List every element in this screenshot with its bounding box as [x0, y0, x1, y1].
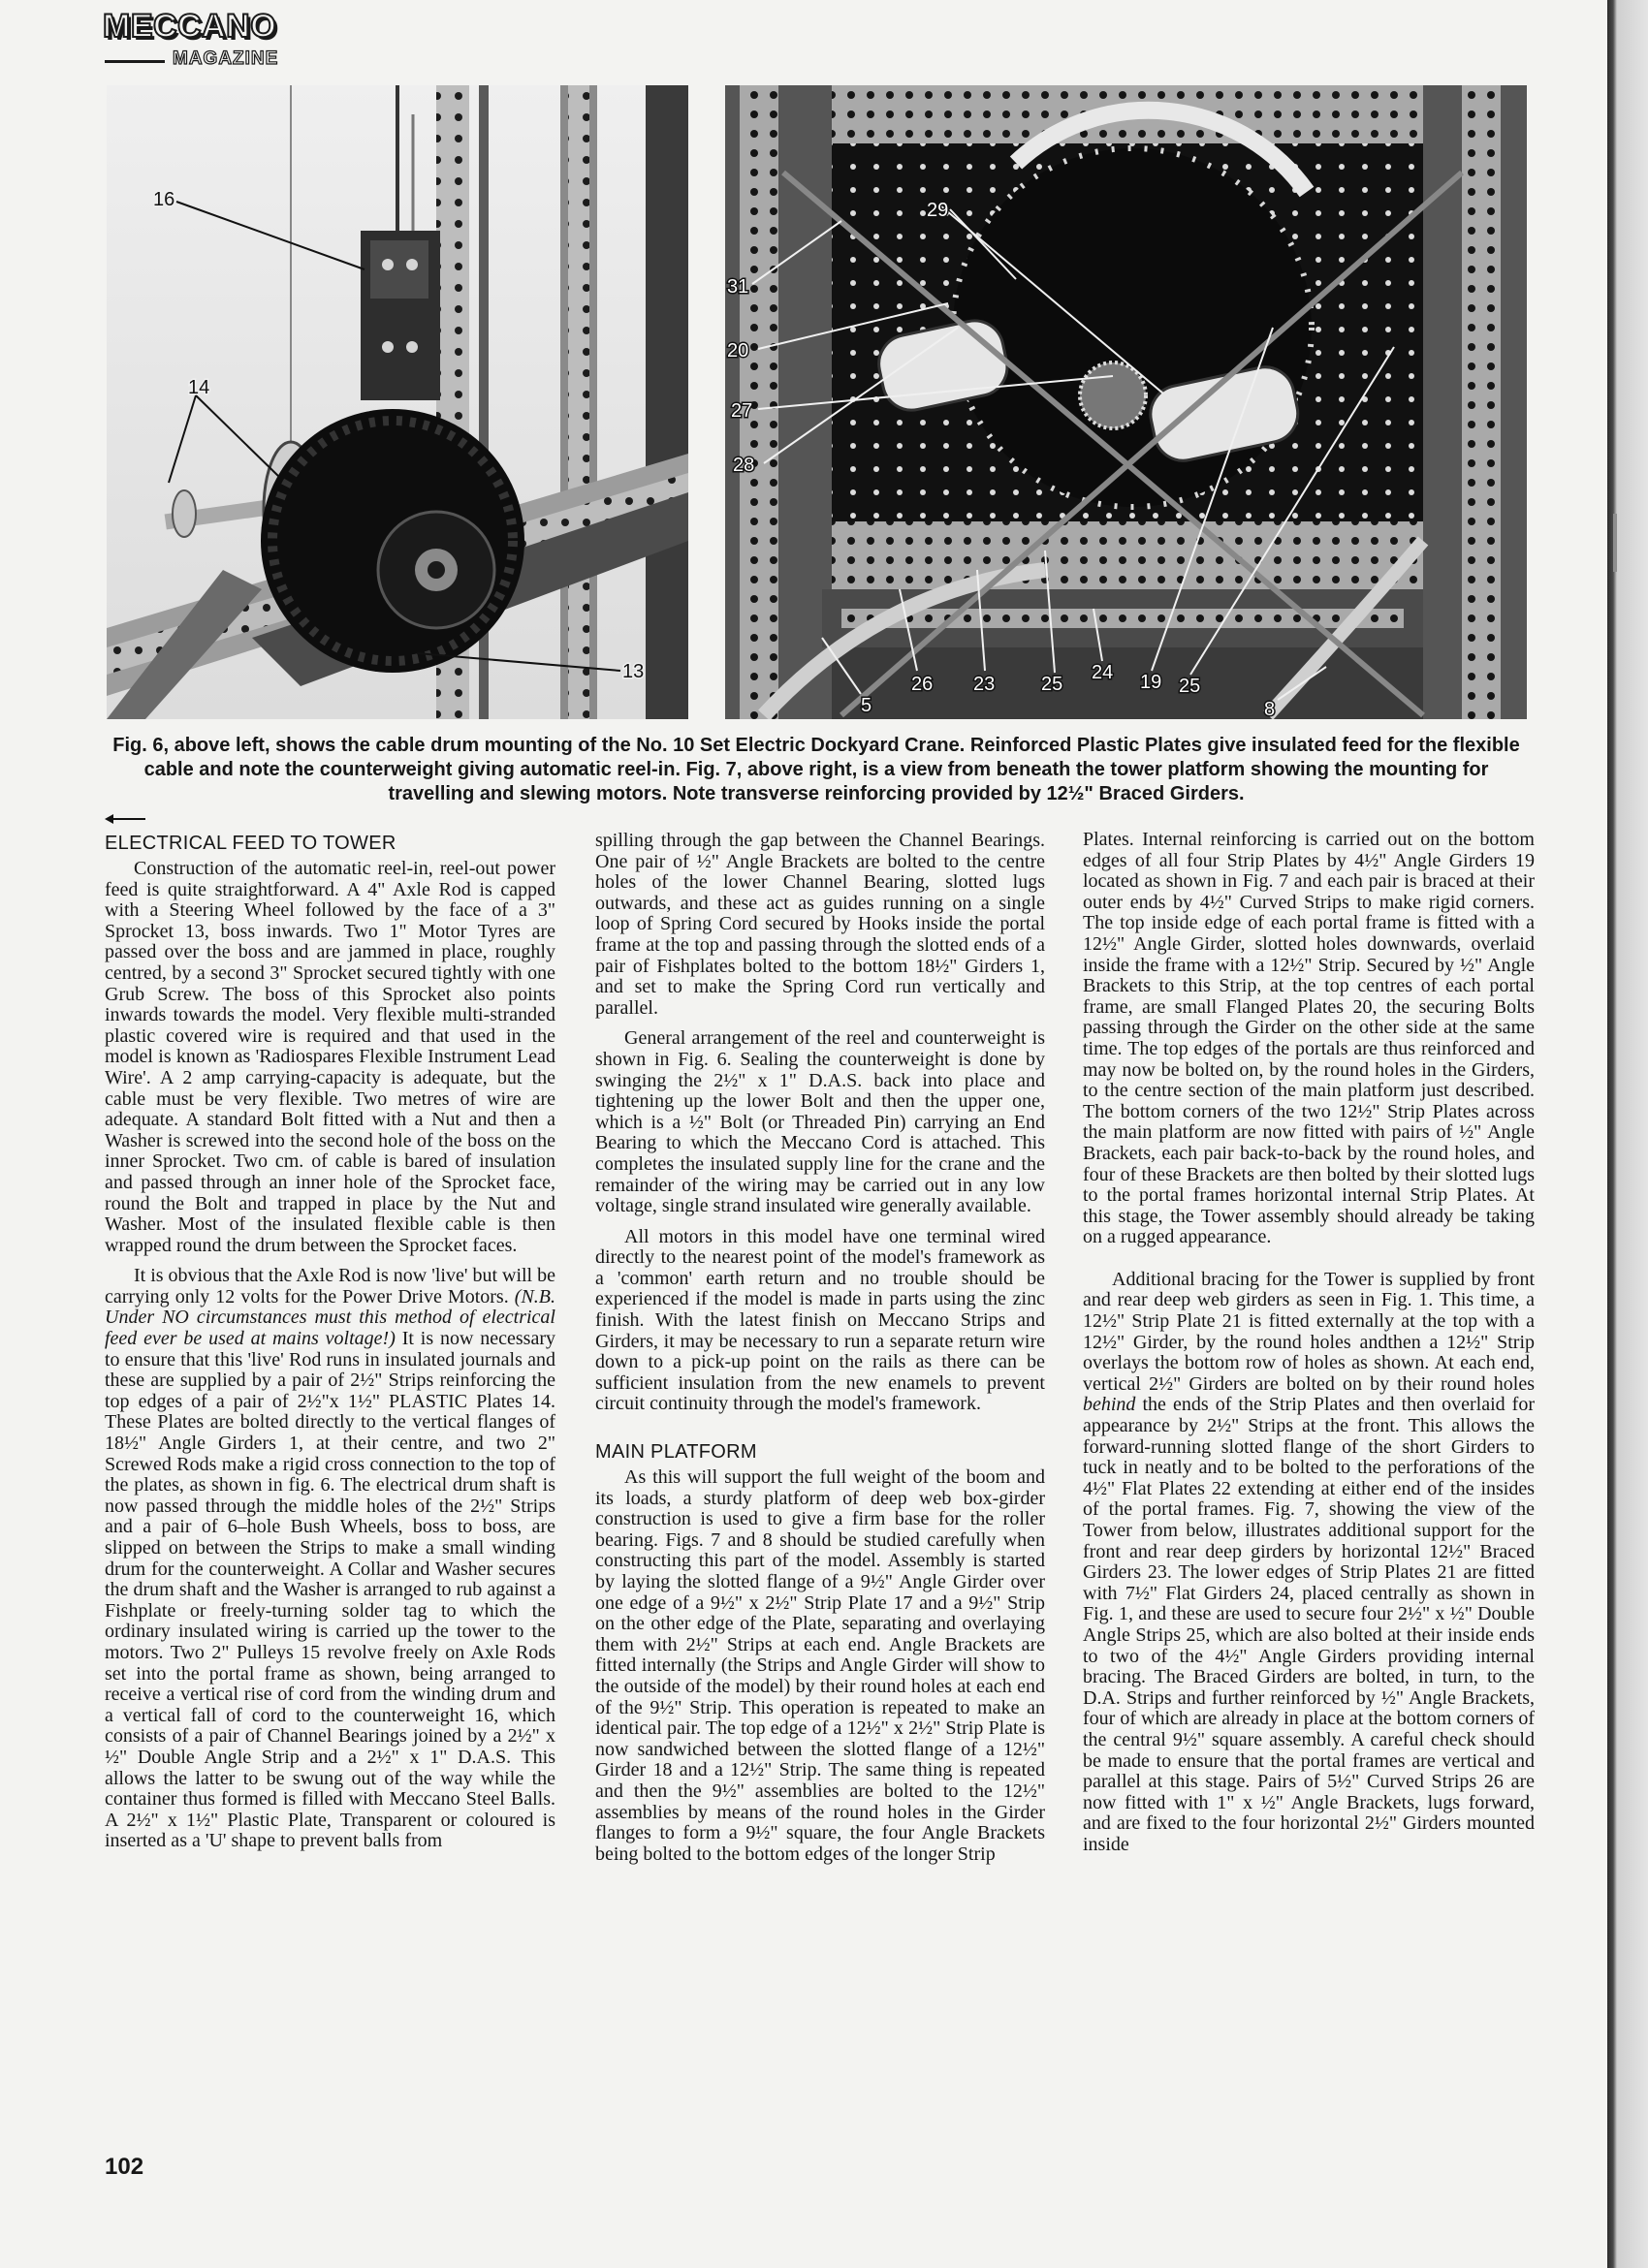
- masthead-subtitle: MAGAZINE: [173, 48, 279, 69]
- masthead-title: MECCANO: [103, 8, 277, 45]
- figure-6-illustration: [107, 85, 688, 719]
- fig7-callout-8: 8: [1264, 699, 1276, 719]
- fig7-callout-23: 23: [973, 674, 996, 695]
- fig7-callout-27: 27: [731, 400, 753, 422]
- fig7-callout-31: 31: [727, 276, 749, 298]
- fig7-callout-29: 29: [927, 200, 949, 221]
- figure-7-illustration: [725, 85, 1527, 719]
- fig7-callout-24: 24: [1092, 662, 1114, 683]
- fig6-callout-13: 13: [622, 661, 645, 682]
- fig7-callout-26: 26: [911, 674, 934, 695]
- paragraph-electrical-2-start: It is obvious that the Axle Rod is now 'live' but will be carrying only 12 volts for the Power Drive Motors.: [105, 1265, 555, 1307]
- masthead-rule: [105, 60, 165, 63]
- fig6-callout-14: 14: [188, 377, 210, 398]
- page-number: 102: [105, 2154, 144, 2180]
- paragraph-electrical-3: spilling through the gap between the Channel Bearings. One pair of ½" Angle Brackets are bolted to the centre holes of the lower Channel Bearing, slotted lugs outwards, and these act as guides running on a single loop of Spring Cord secured by Hooks inside the portal frame at the top and passing through the slotted ends of a pair of Fishplates bolted to the bottom 18½" Girders 1, and set to make the Spring Cord run vertically and parallel.: [595, 830, 1045, 1019]
- paragraph-platform-3: [1083, 1270, 1535, 1856]
- figure-caption: Fig. 6, above left, shows the cable drum mounting of the No. 10 Set Electric Dockyard Crane. Reinforced Plastic Plates give insulated feed for the flexible cable and note the counterweight giving automatic reel-in. Fig. 7, above right, is a view from beneath the tower platform showing the mounting for travelling and slewing motors. Note transverse reinforcing provided by 12½" Braced Girders.: [112, 735, 1520, 804]
- mains-voltage-warning: (N.B. Under NO circumstances must this method of electrical feed ever be used at mains voltage!): [105, 1285, 555, 1350]
- left-arrow-icon: [105, 812, 145, 826]
- text-column-1: [105, 832, 555, 1862]
- paragraph-electrical-1: Construction of the automatic reel-in, reel-out power feed is quite straightforward. A 4" Axle Rod is capped with a Steering Wheel followed by the face of a 3" Sprocket 13, boss inwards. Two 1" Motor Tyres are passed over the boss and are jammed in place, roughly centred, by a second 3" Sprocket secured tightly with one Grub Screw. The boss of this Sprocket also points inwards towards the model. Very flexible multi-stranded plastic covered wire is required and that used in the model is known as 'Radiospares Flexible Instrument Lead Wire'. A 2 amp carrying-capacity is adequate, but the cable must be very flexible. Two metres of wire are adequate. A standard Bolt fitted with a Nut and then a Washer is screwed into the second hole of the boss on the inner Sprocket. Two cm. of cable is bared of insulation and passed through an inner hole of the Sprocket face, round the Bolt and trapped in place by the Nut and Washer. Most of the insulated flexible cable is then wrapped round the drum between the Sprocket faces.: [105, 858, 555, 1256]
- page-binding-edge: [1607, 0, 1648, 2268]
- paragraph-platform-1: As this will support the full weight of the boom and its loads, a sturdy platform of deep web box-girder construction is used to give a firm base for the roller bearing. Figs. 7 and 8 should be studied carefully when constructing this part of the model. Assembly is started by laying the slotted flange of a 9½" Angle Girder over one edge of a 9½" x 2½" Strip Plate 17 and a 9½" Strip on the other edge of the Plate, separating and overlaying them with 2½" Strips at each end. Angle Brackets are fitted internally (the Strips and Angle Girder will show to the outside of the model) by their round holes at each end of the 9½" Strip. This operation is repeated to make an identical pair. The top edge of a 12½" x 2½" Strip Plate is now sandwiched between the slotted flange of a 12½" Girder 18 and a 12½" Strip. The same thing is repeated and then the 9½" assemblies are bolted to the 12½" assemblies by means of the round holes in the Girder flanges to form a 9½" square, the four Angle Brackets being bolted to the bottom edges of the longer Strip: [595, 1466, 1045, 1865]
- fig7-callout-5: 5: [861, 695, 872, 716]
- section-heading-main-platform: MAIN PLATFORM: [595, 1441, 757, 1464]
- section-heading-electrical-feed: ELECTRICAL FEED TO TOWER: [105, 833, 396, 854]
- text-column-2: [595, 831, 1045, 1874]
- fig7-callout-28: 28: [733, 455, 755, 476]
- paragraph-platform-3-start: Additional bracing for the Tower is supplied by front and rear deep web girders as seen in Fig. 1. This time, a 12½" Strip Plate 21 is fitted externally at the top with a 12½" Girder, by the round holes andthen a 12½" Strip overlays the bottom row of holes as shown. At each end, vertical 2½" Girders are bolted on by their round holes: [1083, 1268, 1535, 1395]
- text-column-3: [1083, 830, 1535, 1866]
- fig7-callout-25b: 25: [1179, 676, 1201, 697]
- figure-6-photo: [107, 85, 688, 719]
- paragraph-platform-3-end: the ends of the Strip Plates and then overlaid for appearance by 2½" Strips at the front. This allows the forward-running slotted flange of the short Girders to tuck in neatly and to be bolted to the perforations of the 4½" Flat Plates 22 extending at either end of the insides of the portal frames. Fig. 7, showing the view of the Tower from below, illustrates additional support for the front and rear deep girders by horizontal 12½" Braced Girders 23. The lower edges of Strip Plates 21 are fitted with 7½" Flat Girders 24, placed centrally as shown in Fig. 1, and these are used to secure four 2½" x ½" Double Angle Strips 25, which are also bolted at their inside ends to two of the 4½" Angle Girders providing internal bracing. The Braced Girders are bolted, in turn, to the D.A. Strips and further reinforced by ½" Angle Brackets, four of which are already in place at the bottom corners of the central 9½" square assembly. A careful check should be made to ensure that the portal frames are vertical and parallel at this stage. Pairs of 5½" Curved Strips 26 are now fitted with 1" x ½" Angle Brackets, lugs forward, and are fixed to the four horizontal 2½" Girders mounted inside: [1083, 1394, 1535, 1855]
- edge-mark: [1613, 514, 1617, 572]
- paragraph-electrical-4: General arrangement of the reel and counterweight is shown in Fig. 6. Sealing the counterweight is done by swinging the 2½" x 1" D.A.S. back into place and tightening up the lower Bolt and then the upper one, which is a ½" Bolt (or Threaded Pin) carrying an End Bearing to which the Meccano Cord is attached. This completes the insulated supply line for the crane and the remainder of the wiring may be carried out in any low voltage, single strand insulated wire generally available.: [595, 1027, 1045, 1217]
- fig7-callout-25a: 25: [1041, 674, 1063, 695]
- paragraph-electrical-5: All motors in this model have one terminal wired directly to the nearest point of the model's framework as a 'common' earth return and no trouble should be experienced if the model is made in parts using the zinc finish. With the latest finish on Meccano Strips and Girders, it may be necessary to run a separate return wire down to a pick-up point on the rails as there can be sufficient insulation from the new enamels to prevent circuit continuity through the model's framework.: [595, 1225, 1045, 1415]
- paragraph-electrical-2-end: It is now necessary to ensure that this 'live' Rod runs in insulated journals and these are supplied by a pair of 2½" Strips reinforcing the top edges of a pair of 2½"x 1½" PLASTIC Plates 14. These Plates are bolted directly to the vertical flanges of 18½" Angle Girders 1, at their centre, and two 2" Screwed Rods make a rigid cross connection to the top of the plates, as shown in fig. 6. The electrical drum shaft is now passed through the middle holes of the 2½" Strips and a pair of 6–hole Bush Wheels, boss to boss, are slipped on between the Strips to make a small winding drum for the counterweight. A Collar and Washer secures the drum shaft and the Washer is arranged to rub against a Fishplate or freely-turning solder tag to which the ordinary insulated wiring is carried up the tower to the motors. Two 2" Pulleys 15 revolve freely on Axle Rods set into the portal frame as shown, being arranged to receive a vertical rise of cord from the winding drum and a vertical fall of cord to the counterweight 16, which consists of a pair of Channel Bearings joined by a 2½" x ½" Double Angle Strip and a 2½" x 1" D.A.S. This allows the latter to be swung out of the way while the container thus formed is filled with Meccano Steel Balls. A 2½" x 1½" Plastic Plate, Transparent or coloured is inserted as a 'U' shape to prevent balls from: [105, 1328, 555, 1852]
- masthead-logo: [103, 10, 335, 72]
- figure-7-photo: [725, 85, 1527, 719]
- fig6-callout-16: 16: [153, 189, 175, 210]
- fig7-callout-20: 20: [727, 340, 749, 362]
- paragraph-platform-2: Plates. Internal reinforcing is carried out on the bottom edges of all four Strip Plates by 4½" Angle Girders 19 located as shown in Fig. 7 and each pair is braced at their outer ends by 4½" Curved Strips to make rigid corners. The top inside edge of each portal frame is fitted with a 12½" Angle Girder, slotted holes downwards, overlaid inside the frame with a 12½" Strip. Secured by ½" Angle Brackets to this Strip, at the top centres of each portal frame, are small Flanged Plates 20, the securing Bolts passing through the Girder on the other side at the same time. The top edges of the portals are thus reinforced and may now be bolted on, by the round holes in the Girders, to the centre section of the main platform just described. The bottom corners of the two 12½" Strip Plates across the main platform are now fitted with pairs of ½" Angle Brackets, each pair back-to-back by the round holes, and four of these Brackets are then bolted by their slotted lugs to the portal frames horizontal internal Strip Plates. At this stage, the Tower assembly should already be taking on a rugged appearance.: [1083, 829, 1535, 1248]
- fig7-callout-19: 19: [1140, 672, 1162, 693]
- paragraph-electrical-2: [105, 1266, 555, 1852]
- emphasis-behind: behind: [1083, 1394, 1136, 1416]
